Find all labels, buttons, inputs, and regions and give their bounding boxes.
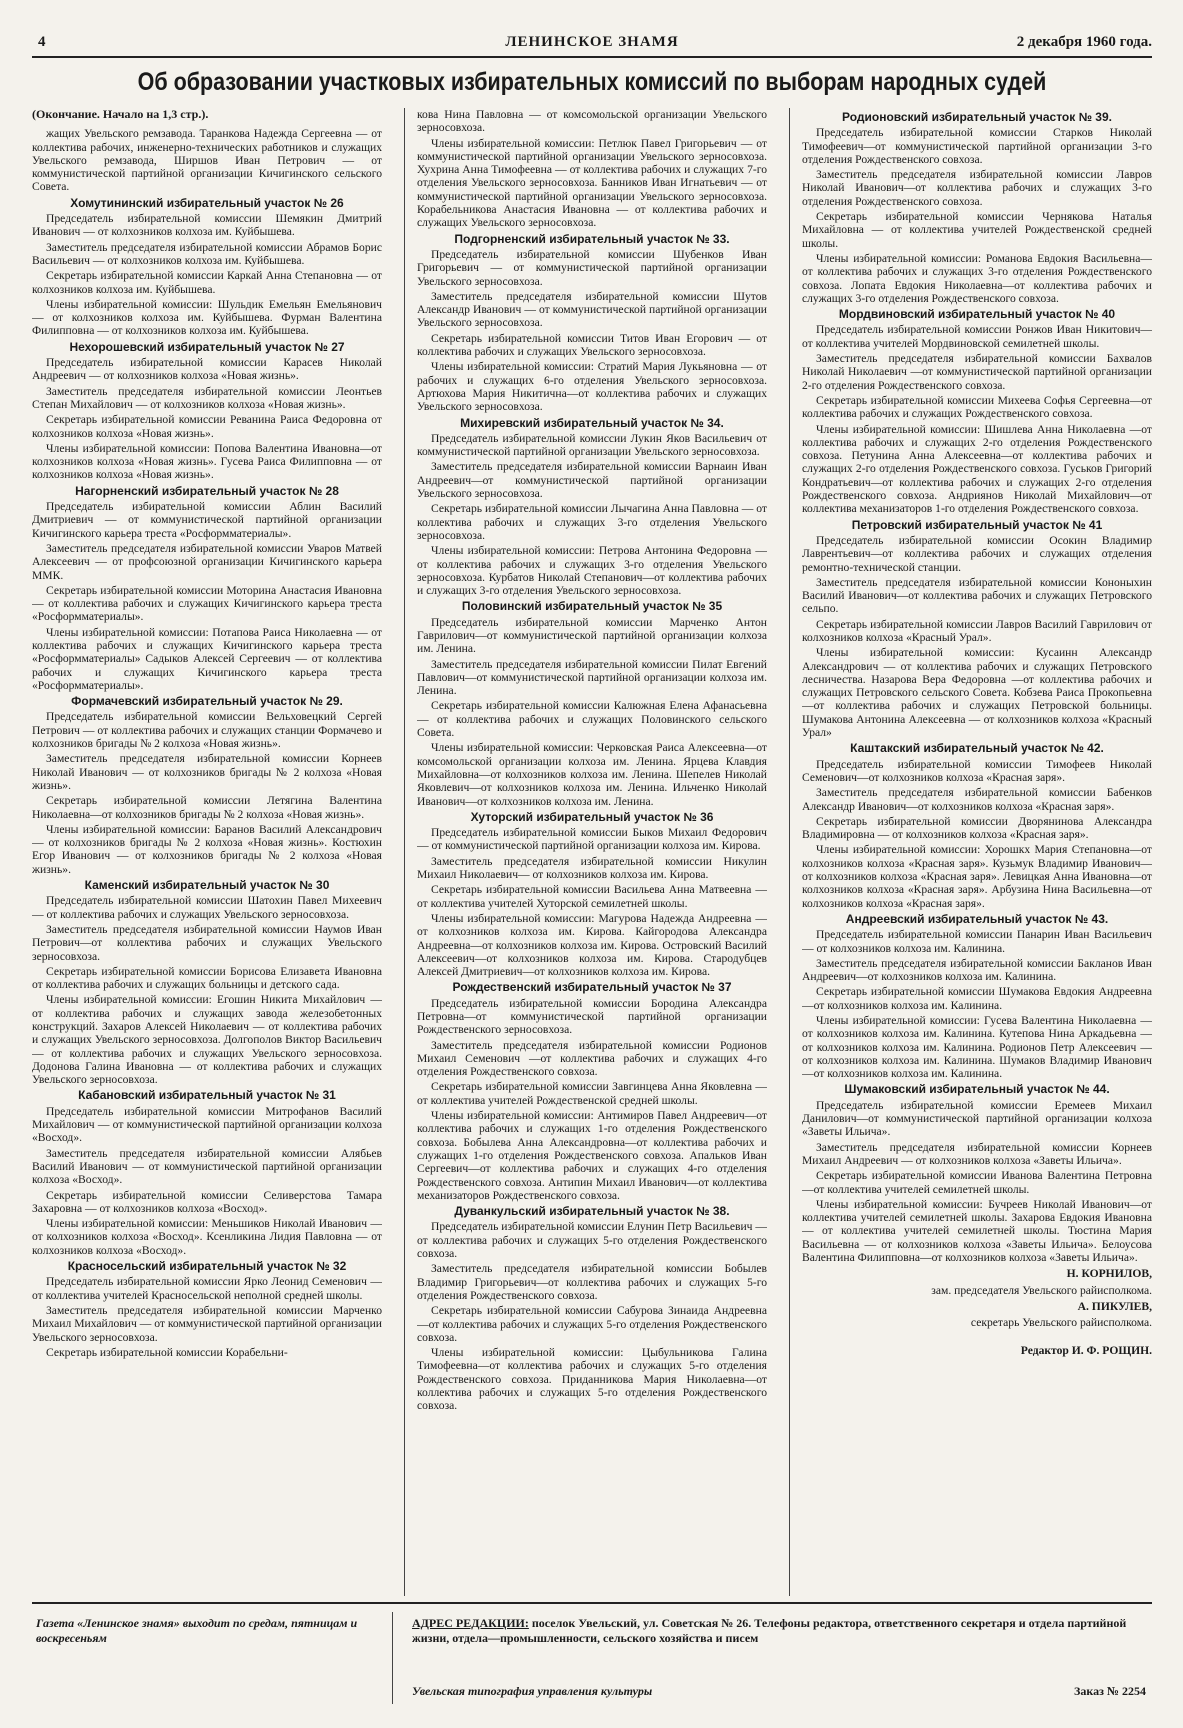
precinct-heading: Мордвиновский избирательный участок № 40 (838, 307, 1116, 322)
commission-paragraph: Секретарь избирательной комиссии Михеева Софья Сергеевна—от коллектива рабочих и служащих Рождественского совхоза. (802, 393, 1152, 421)
publication-schedule: Газета «Ленинское знамя» выходит по средам, пятницам и воскресеньям (36, 1616, 358, 1645)
commission-paragraph: Председатель избирательной комиссии Еремеев Михаил Данилович—от коммунистической партийной организации колхоза «Заветы Ильича». (802, 1098, 1152, 1139)
commission-paragraph: Члены избирательной комиссии: Баранов Василий Александрович — от колхозников бригады № 2 колхоза «Новая жизнь». Костюхин Егор Иванович — от колхозников бригады № 2 колхоза «Новая жизнь». (32, 822, 382, 876)
commission-paragraph: Председатель избирательной комиссии Бородина Александра Петровна—от коммунистической партийной организации Рождественского зерносовхоза. (417, 996, 767, 1037)
commission-paragraph: Члены избирательной комиссии: Стратий Мария Лукьяновна — от рабочих и служащих 6-го отделения Увельского зерносовхоза. Артюхова Мария Никитична—от коллектива рабочих и служащих Увельского зерносовхоза. (417, 360, 767, 414)
precinct-heading: Каменский избирательный участок № 30 (84, 878, 330, 893)
precinct-heading: Половинский избирательный участок № 35 (461, 599, 723, 614)
commission-paragraph: Председатель избирательной комиссии Карасев Николай Андреевич — от колхозников колхоза «Новая жизнь». (32, 356, 382, 383)
editorial-address (412, 1616, 1142, 1646)
commission-paragraph: Секретарь избирательной комиссии Реванина Раиса Федоровна от колхозников колхоза «Новая жизнь». (32, 413, 382, 440)
commission-paragraph: Заместитель председателя избирательной комиссии Абрамов Борис Васильевич — от колхозников колхоза им. Куйбышева. (32, 240, 382, 267)
precinct-heading: Нагорненский избирательный участок № 28 (75, 483, 339, 498)
signer-name: Н. КОРНИЛОВ, (1066, 1267, 1152, 1281)
commission-paragraph: Заместитель председателя избирательной комиссии Алябьев Василий Иванович — от коммунистической партийной организации колхоза «Восход». (32, 1146, 382, 1187)
commission-paragraph: Председатель избирательной комиссии Панарин Иван Васильевич — от колхозников колхоза им. Калинина. (802, 928, 1152, 955)
commission-paragraph: Члены избирательной комиссии: Цыбульникова Галина Тимофеевна—от коллектива рабочих и служащих 5-го отделения Рождественского совхоза. Приданникова Мария Николаевна—от коллектива рабочих и служащих 5-го отделения Рождественского совхоза. (417, 1346, 767, 1413)
commission-paragraph: Члены избирательной комиссии: Петрова Антонина Федоровна — от коллектива рабочих и служащих 3-го отделения Увельского зерносовхоза. Курбатов Николай Степанович—от коллектива рабочих и служащих 3-го отделения Увельского зерносовхоза. (417, 544, 767, 598)
precinct-heading: Михиревский избирательный участок № 34. (460, 415, 724, 430)
commission-paragraph: Председатель избирательной комиссии Тимофеев Николай Семенович—от колхозников колхоза «Красная заря». (802, 757, 1152, 784)
precinct-heading: Каштакский избирательный участок № 42. (850, 741, 1104, 756)
precinct-heading: Красносельский избирательный участок № 32 (67, 1259, 347, 1274)
text-column-2 (417, 108, 767, 1596)
commission-paragraph: Члены избирательной комиссии: Романова Евдокия Васильевна—от коллектива рабочих и служащих 3-го отделения Рождественского совхоза. Лопата Евдокия Николаевна—от коллектива рабочих и служащих 3-го отделения Рождественского совхоза. (802, 251, 1152, 305)
address-label: АДРЕС РЕДАКЦИИ: (412, 1616, 529, 1630)
commission-paragraph: Заместитель председателя избирательной комиссии Наумов Иван Петрович—от коллектива рабочих и служащих Увельского зерносовхоза. (32, 922, 382, 963)
precinct-heading: Хуторский избирательный участок № 36 (470, 809, 714, 824)
signer-title: секретарь Увельского райисполкома. (970, 1316, 1152, 1330)
commission-paragraph: Члены избирательной комиссии: Попова Валентина Ивановна—от колхозников колхоза «Новая жизнь». Гусева Раиса Филипповна — от колхозников колхоза «Новая жизнь». (32, 441, 382, 482)
commission-paragraph: Секретарь избирательной комиссии Шумакова Евдокия Андреевна —от колхозников колхоза им. Калинина. (802, 985, 1152, 1012)
article-body (32, 108, 1152, 1596)
commission-paragraph: Секретарь избирательной комиссии Чернякова Наталья Михайловна — от коллектива учителей Рождественской средней школы. (802, 210, 1152, 250)
issue-date: 2 декабря 1960 года. (1016, 34, 1152, 50)
commission-paragraph: Заместитель председателя избирательной комиссии Шутов Александр Иванович — от коммунистической партийной организации Увельского зерносовхоза. (417, 289, 767, 330)
commission-paragraph: Заместитель председателя избирательной комиссии Леонтьев Степан Михайлович — от колхозников колхоза «Новая жизнь». (32, 384, 382, 411)
newspaper-page (32, 22, 1152, 1712)
precinct-heading: Кабановский избирательный участок № 31 (78, 1088, 336, 1103)
editor-credit: Редактор И. Ф. РОЩИН. (1020, 1343, 1152, 1357)
column-divider (789, 108, 790, 1596)
running-header (32, 28, 1152, 54)
commission-paragraph: Секретарь избирательной комиссии Каркай Анна Степановна — от колхозников колхоза им. Куйбышева. (32, 269, 382, 296)
signer-name: А. ПИКУЛЕВ, (1077, 1299, 1152, 1313)
commission-paragraph: Секретарь избирательной комиссии Борисова Елизавета Ивановна от коллектива рабочих и служащих больницы и детского сада. (32, 964, 382, 992)
commission-paragraph: Секретарь избирательной комиссии Летягина Валентина Николаевна—от колхозников бригады № 2 колхоза «Новая жизнь». (32, 794, 382, 821)
commission-paragraph: Члены избирательной комиссии: Гусева Валентина Николаевна —от колхозников колхоза им. Калинина. Кутепова Нина Аркадьевна —от колхозников колхоза им. Калинина. Родионов Петр Алексеевич — от колхозников колхоза им. Калинина. Шумаков Владимир Иванович —от колхозников колхоза им. Калинина. (802, 1014, 1152, 1081)
newspaper-title: ЛЕНИНСКОЕ ЗНАМЯ (505, 34, 679, 50)
commission-paragraph: Заместитель председателя избирательной комиссии Бакланов Иван Андреевич—от колхозников колхоза им. Калинина. (802, 956, 1152, 984)
precinct-heading: Подгорненский избирательный участок № 33. (454, 231, 730, 246)
precinct-heading: Андреевский избирательный участок № 43. (845, 911, 1109, 926)
commission-paragraph: Председатель избирательной комиссии Осокин Владимир Лаврентьевич—от коллектива рабочих и служащих отделения ремонтно-технической станции. (802, 533, 1152, 574)
precinct-heading: Родионовский избирательный участок № 39. (842, 110, 1112, 124)
footer-rule (32, 1602, 1152, 1604)
precinct-heading: Дуванкульский избирательный участок № 38. (454, 1204, 730, 1219)
commission-paragraph: Члены избирательной комиссии: Егошин Никита Михайлович — от коллектива рабочих и служащих завода железобетонных конструкций. Захаров Алексей Николаевич — от коллектива рабочих и служащих Увельского зерносовхоза. Долгополов Виктор Васильевич — от коллектива рабочих и служащих Увельского зерносовхоза. Додонова Галина Ивановна — от коллектива рабочих и служащих Увельского зерносовхоза. (32, 993, 382, 1087)
order-number: Заказ № 2254 (1074, 1684, 1146, 1698)
precinct-heading: Шумаковский избирательный участок № 44. (844, 1082, 1110, 1097)
continuation-note: (Окончание. Начало на 1,3 стр.). (32, 108, 209, 121)
commission-paragraph: кова Нина Павловна — от комсомольской организации Увельского зерносовхоза. (417, 108, 767, 135)
address-text: поселок Увельский, ул. Советская № 26. Телефоны редактора, ответственного секретаря и отдела партийной жизни, отдела—промышленности, сельского хозяйства и писем (412, 1616, 1127, 1645)
commission-paragraph: Члены избирательной комиссии: Хорошкх Мария Степановна—от колхозников колхоза «Красная заря». Кузьмук Владимир Иванович—от колхозников колхоза «Красная заря». Левицкая Анна Ивановна—от колхозников колхоза «Красная заря». Арбузина Нина Васильевна—от колхозников колхоза «Красная заря». (802, 843, 1152, 910)
commission-paragraph: Секретарь избирательной комиссии Моторина Анастасия Ивановна — от коллектива рабочих и служащих Кичигинского карьера треста «Росформматериалы». (32, 583, 382, 624)
footer (32, 1608, 1152, 1712)
commission-paragraph: Заместитель председателя избирательной комиссии Бабенков Александр Иванович—от колхозников колхоза «Красная заря». (802, 786, 1152, 813)
commission-paragraph: Заместитель председателя избирательной комиссии Родионов Михаил Семенович —от коллектива рабочих и служащих 4-го отделения Рождественского совхоза. (417, 1038, 767, 1079)
commission-paragraph: Члены избирательной комиссии: Черковская Раиса Алексеевна—от комсомольской организации колхоза им. Ленина. Ярцева Клавдия Михайловна—от колхозников колхоза им. Ленина. Шепелев Николай Яковлевич—от колхозников колхоза им. Ленина. Ильченко Николай Иванович—от колхозников колхоза им. Ленина. (417, 741, 767, 808)
precinct-heading: Нехорошевский избирательный участок № 27 (69, 339, 345, 354)
commission-paragraph: Председатель избирательной комиссии Елунин Петр Васильевич — от коллектива рабочих и служащих 5-го отделения Рождественского совхоза. (417, 1220, 767, 1261)
printer-line: Увельская типография управления культуры (412, 1684, 653, 1698)
text-column-1 (32, 108, 382, 1596)
commission-paragraph: Члены избирательной комиссии: Антимиров Павел Андреевич—от коллектива рабочих и служащих 1-го отделения Рождественского совхоза. Бобылева Анна Александровна—от коллектива рабочих и служащих 1-го отделения Рождественского совхоза. Апальков Иван Сергеевич—от коллектива рабочих и служащих 4-го отделения Рождественского совхоза. Антипин Михаил Иванович—от коллектива механизаторов Рождественского совхоза. (417, 1109, 767, 1202)
commission-paragraph: Секретарь избирательной комиссии Селиверстова Тамара Захаровна — от колхозников колхоза «Восход». (32, 1188, 382, 1215)
commission-paragraph: Председатель избирательной комиссии Аблин Василий Дмитриевич — от коммунистической партийной организации Кичигинского карьера треста «Росформматериалы». (32, 500, 382, 540)
commission-paragraph: Члены избирательной комиссии: Шульдик Емельян Емельянович — от колхозников колхоза им. Куйбышева. Фурман Валентина Филипповна — от колхозников колхоза им. Куйбышева. (32, 297, 382, 338)
commission-paragraph: Заместитель председателя избирательной комиссии Бобылев Владимир Григорьевич—от коллектива рабочих и служащих 5-го отделения Рождественского совхоза. (417, 1262, 767, 1302)
commission-paragraph: Председатель избирательной комиссии Шемякин Дмитрий Иванович — от колхозников колхоза им. Куйбышева. (32, 212, 382, 239)
column-divider (404, 108, 405, 1596)
commission-paragraph: Заместитель председателя избирательной комиссии Бахвалов Николай Николаевич —от коммунистической партийной организации 2-го отделения Рождественского совхоза. (802, 352, 1152, 392)
commission-paragraph: Председатель избирательной комиссии Марченко Антон Гаврилович—от коммунистической партийной организации колхоза им. Ленина. (417, 615, 767, 656)
commission-paragraph: Председатель избирательной комиссии Шатохин Павел Михеевич — от коллектива рабочих и служащих Увельского зерносовхоза. (32, 894, 382, 921)
commission-paragraph: Секретарь избирательной комиссии Дворянинова Александра Владимировна — от колхозников колхоза «Красная заря». (802, 814, 1152, 842)
commission-paragraph: Председатель избирательной комиссии Быков Михаил Федорович— от коммунистической партийной организации колхоза им. Кирова. (417, 826, 767, 853)
commission-paragraph: Секретарь избирательной комиссии Корабельни- (46, 1345, 288, 1359)
commission-paragraph: Члены избирательной комиссии: Потапова Раиса Николаевна — от коллектива рабочих и служащих Кичигинского карьера треста «Росформматериалы» Садыков Алексей Сергеевич — от коллектива рабочих и служащих Кичигинского карьера треста «Росформматериалы». (32, 625, 382, 692)
commission-paragraph: Члены избирательной комиссии: Бучреев Николай Иванович—от коллектива учителей семилетней школы. Захарова Евдокия Ивановна — от коллектива учителей семилетней школы. Тюстина Мария Васильевна — от колхозников колхоза «Заветы Ильича». Белоусова Валентина Филипповна—от колхозников колхоза «Заветы Ильича». (802, 1197, 1152, 1265)
commission-paragraph: Члены избирательной комиссии: Петлюк Павел Григорьевич — от коммунистической партийной организации Увельского зерносовхоза. Хухрина Анна Тимофеевна — от коллектива рабочих и служащих 7-го отделения Увельского зерносовхоза. Банников Иван Игнатьевич — от коммунистической партийной организации Увельского зерносовхоза. Корабельникова Анастасия Ивановна — от коллектива рабочих и служащих Увельского зерносовхоза. (417, 136, 767, 230)
precinct-heading: Формачевский избирательный участок № 29. (71, 694, 343, 709)
commission-paragraph: Председатель избирательной комиссии Ронжов Иван Никитович—от коллектива учителей Мордвиновской семилетней школы. (802, 323, 1152, 350)
commission-paragraph: Председатель избирательной комиссии Митрофанов Василий Михайлович — от коммунистической партийной организации колхоза «Восход». (32, 1104, 382, 1145)
commission-paragraph: Члены избирательной комиссии: Меньшиков Николай Иванович — от колхозников колхоза «Восход». Ксенликина Лидия Павловна — от колхозников колхоза «Восход». (32, 1217, 382, 1257)
commission-paragraph: Секретарь избирательной комиссии Калюжная Елена Афанасьевна— от коллектива рабочих и служащих Половинского сельского Совета. (417, 699, 767, 740)
commission-paragraph: Секретарь избирательной комиссии Иванова Валентина Петровна—от коллектива учителей семилетней школы. (802, 1169, 1152, 1196)
precinct-heading: Хомутининский избирательный участок № 26 (70, 195, 344, 210)
precinct-heading: Петровский избирательный участок № 41 (851, 517, 1103, 532)
signer-title: зам. председателя Увельского райисполкома. (931, 1283, 1152, 1297)
commission-paragraph: Члены избирательной комиссии: Магурова Надежда Андреевна —от колхозников колхоза им. Кирова. Кайгородова Александра Андреевна—от колхозников колхоза им. Кирова. Островский Василий Алексеевич—от колхозников колхоза им. Кирова. Стародубцев Алексей Дмитриевич—от колхозников колхоза им. Кирова. (417, 911, 767, 979)
commission-paragraph: Заместитель председателя избирательной комиссии Корнеев Михаил Андреевич — от колхозников колхоза «Заветы Ильича». (802, 1140, 1152, 1167)
commission-paragraph: Председатель избирательной комиссии Ярко Леонид Семенович — от коллектива учителей Красносельской неполной средней школы. (32, 1275, 382, 1302)
commission-paragraph: Заместитель председателя избирательной комиссии Марченко Михаил Михайлович — от коммунистической партийной организации Увельского зерносовхоза. (32, 1303, 382, 1344)
commission-paragraph: Секретарь избирательной комиссии Лавров Василий Гаврилович от колхозников колхоза «Красный Урал». (802, 617, 1152, 644)
commission-paragraph: Председатель избирательной комиссии Старков Николай Тимофеевич—от коммунистической партийной организации 3-го отделения Рождественского совхоза. (802, 126, 1152, 166)
precinct-heading: Рождественский избирательный участок № 37 (452, 980, 732, 995)
commission-paragraph: Секретарь избирательной комиссии Титов Иван Егорович — от коллектива рабочих и служащих Увельского зерносовхоза. (417, 331, 767, 359)
commission-paragraph: Заместитель председателя избирательной комиссии Лавров Николай Иванович—от коллектива рабочих и служащих 3-го отделения Рождественского совхоза. (802, 168, 1152, 208)
commission-paragraph: Заместитель председателя избирательной комиссии Варнаин Иван Андреевич—от коммунистической партийной организации Увельского зерносовхоза. (417, 460, 767, 501)
footer-divider (392, 1612, 393, 1704)
commission-paragraph: Секретарь избирательной комиссии Сабурова Зинаида Андреевна—от коллектива рабочих и служащих 5-го отделения Рождественского совхоза. (417, 1304, 767, 1344)
commission-paragraph: Заместитель председателя избирательной комиссии Никулин Михаил Николаевич— от колхозников колхоза им. Кирова. (417, 854, 767, 882)
commission-paragraph: Заместитель председателя избирательной комиссии Корнеев Николай Иванович — от колхозников бригады № 2 колхоза «Новая жизнь». (32, 752, 382, 792)
article-headline: Об образовании участковых избирательных комиссий по выборам народных судей (137, 68, 1047, 96)
commission-paragraph: Секретарь избирательной комиссии Васильева Анна Матвеевна — от коллектива учителей Хуторской семилетней школы. (417, 883, 767, 910)
text-column-3 (802, 108, 1152, 1596)
page-number: 4 (38, 34, 46, 50)
header-rule (32, 56, 1152, 58)
commission-paragraph: Секретарь избирательной комиссии Завгинцева Анна Яковлевна — от коллектива учителей Рождественской средней школы. (417, 1080, 767, 1107)
commission-paragraph: Заместитель председателя избирательной комиссии Уваров Матвей Алексеевич — от профсоюзной организации Кичигинского карьера ММК. (32, 541, 382, 582)
commission-paragraph: Председатель избирательной комиссии Вельховецкий Сергей Петрович — от коллектива рабочих и служащих станции Формачево и колхозников бригады № 2 колхоза «Новая жизнь». (32, 710, 382, 751)
commission-paragraph: Члены избирательной комиссии: Шишлева Анна Николаевна —от коллектива рабочих и служащих 2-го отделения Рождественского совхоза. Петунина Анна Алексеевна—от коллектива рабочих и служащих 2-го отделения Рождественского совхоза. Гуськов Григорий Кондратьевич—от коллектива рабочих и служащих 2-го отделения Рождественского совхоза. Андриянов Николай Михайлович—от коллектива механизаторов 1-го отделения Рождественского совхоза. (802, 422, 1152, 516)
commission-paragraph: Заместитель председателя избирательной комиссии Кононыхин Василий Иванович—от коллектива рабочих и служащих Петровского сельпо. (802, 575, 1152, 616)
commission-paragraph: Председатель избирательной комиссии Лукин Яков Васильевич от коммунистической партийной организации Увельского зерносовхоза. (417, 431, 767, 459)
commission-paragraph: Секретарь избирательной комиссии Лычагина Анна Павловна — от коллектива рабочих и служащих 3-го отделения Увельского зерносовхоза. (417, 502, 767, 542)
commission-paragraph: Заместитель председателя избирательной комиссии Пилат Евгений Павлович—от коммунистической партийной организации колхоза им. Ленина. (417, 657, 767, 698)
commission-paragraph: жащих Увельского ремзавода. Таранкова Надежда Сергеевна — от коллектива рабочих, инженерно-технических работников и служащих Увельского ремзавода, Ширшов Иван Петрович — от коммунистической партийной организации Кичигинского сельского Совета. (32, 127, 382, 194)
commission-paragraph: Члены избирательной комиссии: Кусаинн Александр Александрович — от коллектива рабочих и служащих Петровского лесничества. Назарова Вера Федоровна —от коллектива рабочих и служащих Петровского сельского Совета. Кобзева Раиса Прокопьевна—от коллектива рабочих и служащих Петровской больницы. Шумакова Антонина Алексеевна — от колхозников колхоза «Красный Урал» (802, 646, 1152, 740)
commission-paragraph: Председатель избирательной комиссии Шубенков Иван Григорьевич — от коммунистической партийной организации Увельского зерносовхоза. (417, 247, 767, 288)
